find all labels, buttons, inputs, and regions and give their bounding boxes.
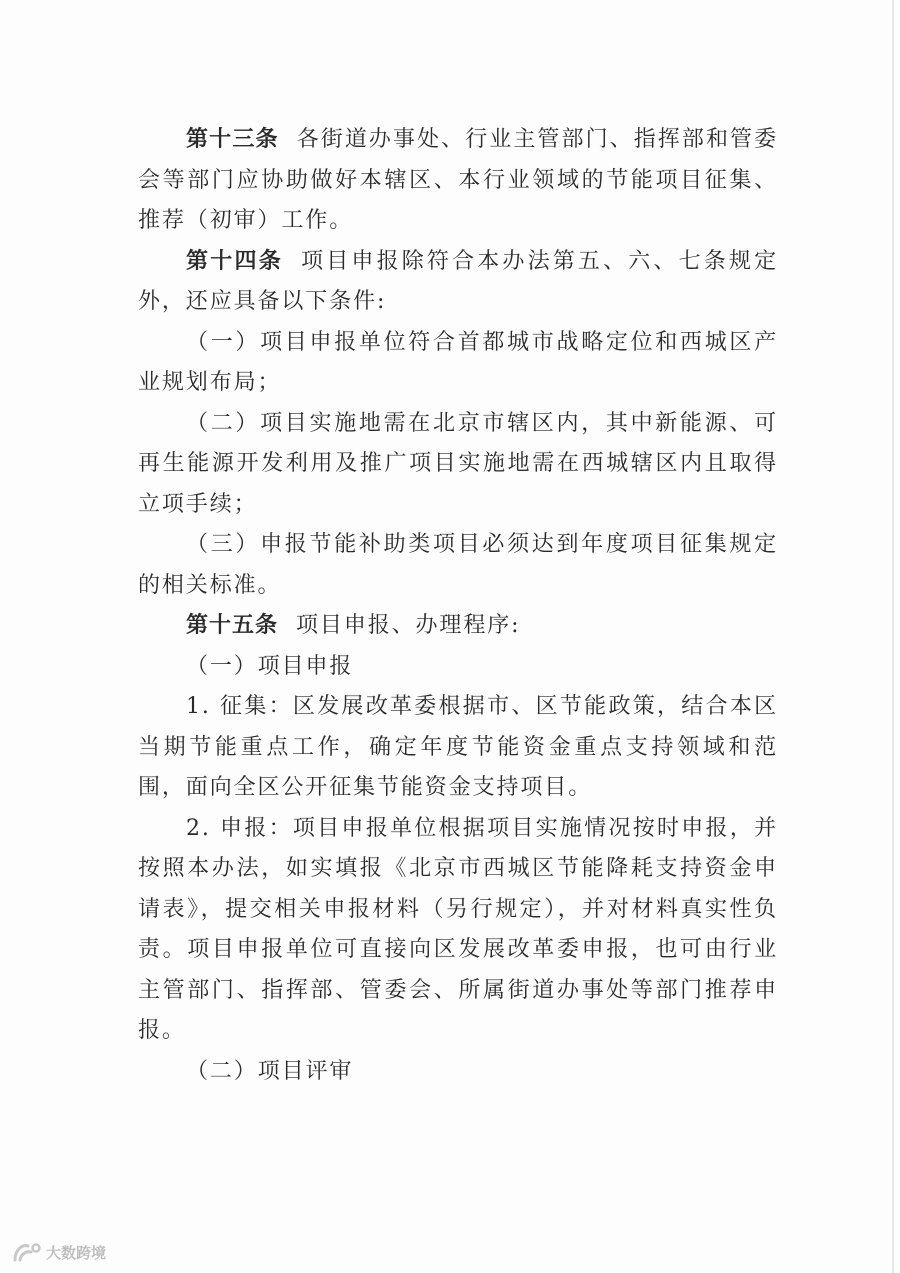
paragraph-text: 项目申报除符合本办法第五、六、七条规定外，还应具备以下条件:	[138, 248, 778, 314]
paragraph	[138, 606, 778, 647]
paragraph-text: （三）申报节能补助类项目必须达到年度项目征集规定的相关标准。	[138, 532, 778, 598]
document-body	[138, 120, 778, 1092]
paragraph-text: 项目申报、办理程序:	[296, 613, 521, 638]
paragraph-text: 各街道办事处、行业主管部门、指挥部和管委会等部门应协助做好本辖区、本行业领域的节能项目征集、推荐（初审）工作。	[138, 127, 778, 233]
paragraph-text: 2. 申报：项目申报单位根据项目实施情况按时申报，并按照本办法，如实填报《北京市西城区节能降耗支持资金申请表》，提交相关申报材料（另行规定），并对材料真实性负责。项目申报单位可直接向区发展改革委申报，也可由行业主管部门、指挥部、管委会、所属街道办事处等部门推荐申报。	[138, 815, 778, 1043]
paragraph	[138, 120, 778, 242]
paragraph-text: （二）项目评审	[186, 1058, 354, 1084]
paragraph	[138, 242, 778, 323]
paragraph-text: （一）项目申报	[186, 653, 354, 679]
brand-logo-icon	[12, 1240, 42, 1264]
page-edge	[892, 0, 894, 1273]
paragraph	[138, 1052, 778, 1093]
paragraph-text: 1. 征集：区发展改革委根据市、区节能政策，结合本区当期节能重点工作，确定年度节能资金重点支持领域和范围，面向全区公开征集节能资金支持项目。	[138, 694, 778, 800]
paragraph	[138, 323, 778, 404]
paragraph	[138, 647, 778, 688]
watermark	[12, 1237, 106, 1267]
article-heading: 第十五条	[186, 613, 279, 638]
article-heading: 第十三条	[186, 127, 279, 152]
paragraph	[138, 525, 778, 606]
paragraph	[138, 404, 778, 526]
watermark-text: 大数跨境	[46, 1243, 107, 1262]
paragraph	[138, 809, 778, 1052]
paragraph-text: （二）项目实施地需在北京市辖区内，其中新能源、可再生能源开发利用及推广项目实施地需在西城辖区内且取得立项手续；	[138, 410, 778, 517]
paragraph	[138, 687, 778, 809]
article-heading: 第十四条	[186, 248, 284, 274]
paragraph-text: （一）项目申报单位符合首都城市战略定位和西城区产业规划布局；	[138, 329, 778, 395]
